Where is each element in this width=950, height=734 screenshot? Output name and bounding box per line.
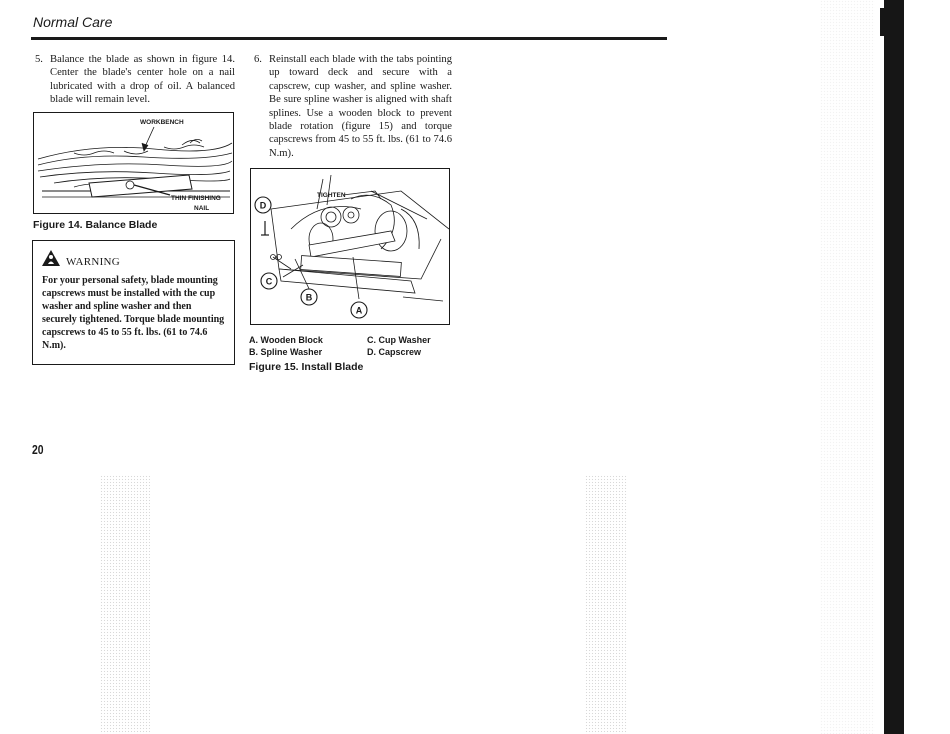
figure-15-caption: Figure 15. Install Blade: [249, 361, 364, 373]
tighten-label: TIGHTEN: [317, 192, 346, 199]
step-6-number: 6.: [254, 54, 262, 65]
scan-noise-band: [820, 0, 875, 734]
balance-blade-drawing: [34, 113, 234, 214]
callout-a-label: A: [355, 305, 363, 316]
legend-item-b: B. Spline Washer: [249, 347, 323, 357]
figure-15-illustration: [250, 168, 450, 325]
warning-triangle-icon: [41, 249, 61, 267]
step-5-text: Balance the blade as shown in figure 14. Center the blade's center hole on a nail lubricated with a drop of oil. A balanced blade will remain level.: [50, 54, 235, 106]
legend-item-d: D. Capscrew: [367, 347, 422, 357]
workbench-label: WORKBENCH: [140, 119, 184, 126]
scan-noise-band: [585, 475, 627, 734]
scan-edge-bar: [884, 0, 904, 734]
thin-finishing-nail-label-line2: NAIL: [194, 205, 210, 212]
scan-noise-band: [100, 475, 150, 734]
callout-d-label: D: [259, 200, 267, 211]
step-5-paragraph: [35, 53, 235, 107]
figure-14-illustration: [33, 112, 234, 214]
warning-text: For your personal safety, blade mounting capscrews must be installed with the cup washer and spline washer and then securely tightened. Torque blade mounting capscrews to 45 to 55 ft. lbs. (61 to 74.6 N.m).: [42, 275, 225, 351]
warning-title: WARNING: [66, 256, 121, 268]
legend-item-a: A. Wooden Block: [249, 335, 323, 345]
scan-edge-notch: [880, 8, 886, 36]
step-6-paragraph: [254, 53, 452, 160]
legend-item-c: C. Cup Washer: [367, 335, 431, 345]
page-header-title: Normal Care: [33, 14, 113, 30]
step-6-text: Reinstall each blade with the tabs pointing up toward deck and secure with a capscrew, cup washer, and spline washer. Be sure spline washer is aligned with shaft splines. Use a wooden block to prevent blade rotation (figure 15) and torque capscrews from 45 to 55 ft. lbs. (61 to 74.6 N.m).: [269, 54, 452, 159]
warning-box: [32, 240, 235, 365]
callout-b-label: B: [305, 292, 313, 303]
callout-c-label: C: [265, 276, 273, 287]
page-number: 20: [32, 442, 44, 457]
header-rule: [31, 37, 667, 40]
thin-finishing-nail-label-line1: THIN FINISHING: [171, 195, 221, 202]
figure-14-caption: Figure 14. Balance Blade: [33, 219, 158, 231]
step-5-number: 5.: [35, 54, 43, 65]
install-blade-drawing: [251, 169, 450, 325]
